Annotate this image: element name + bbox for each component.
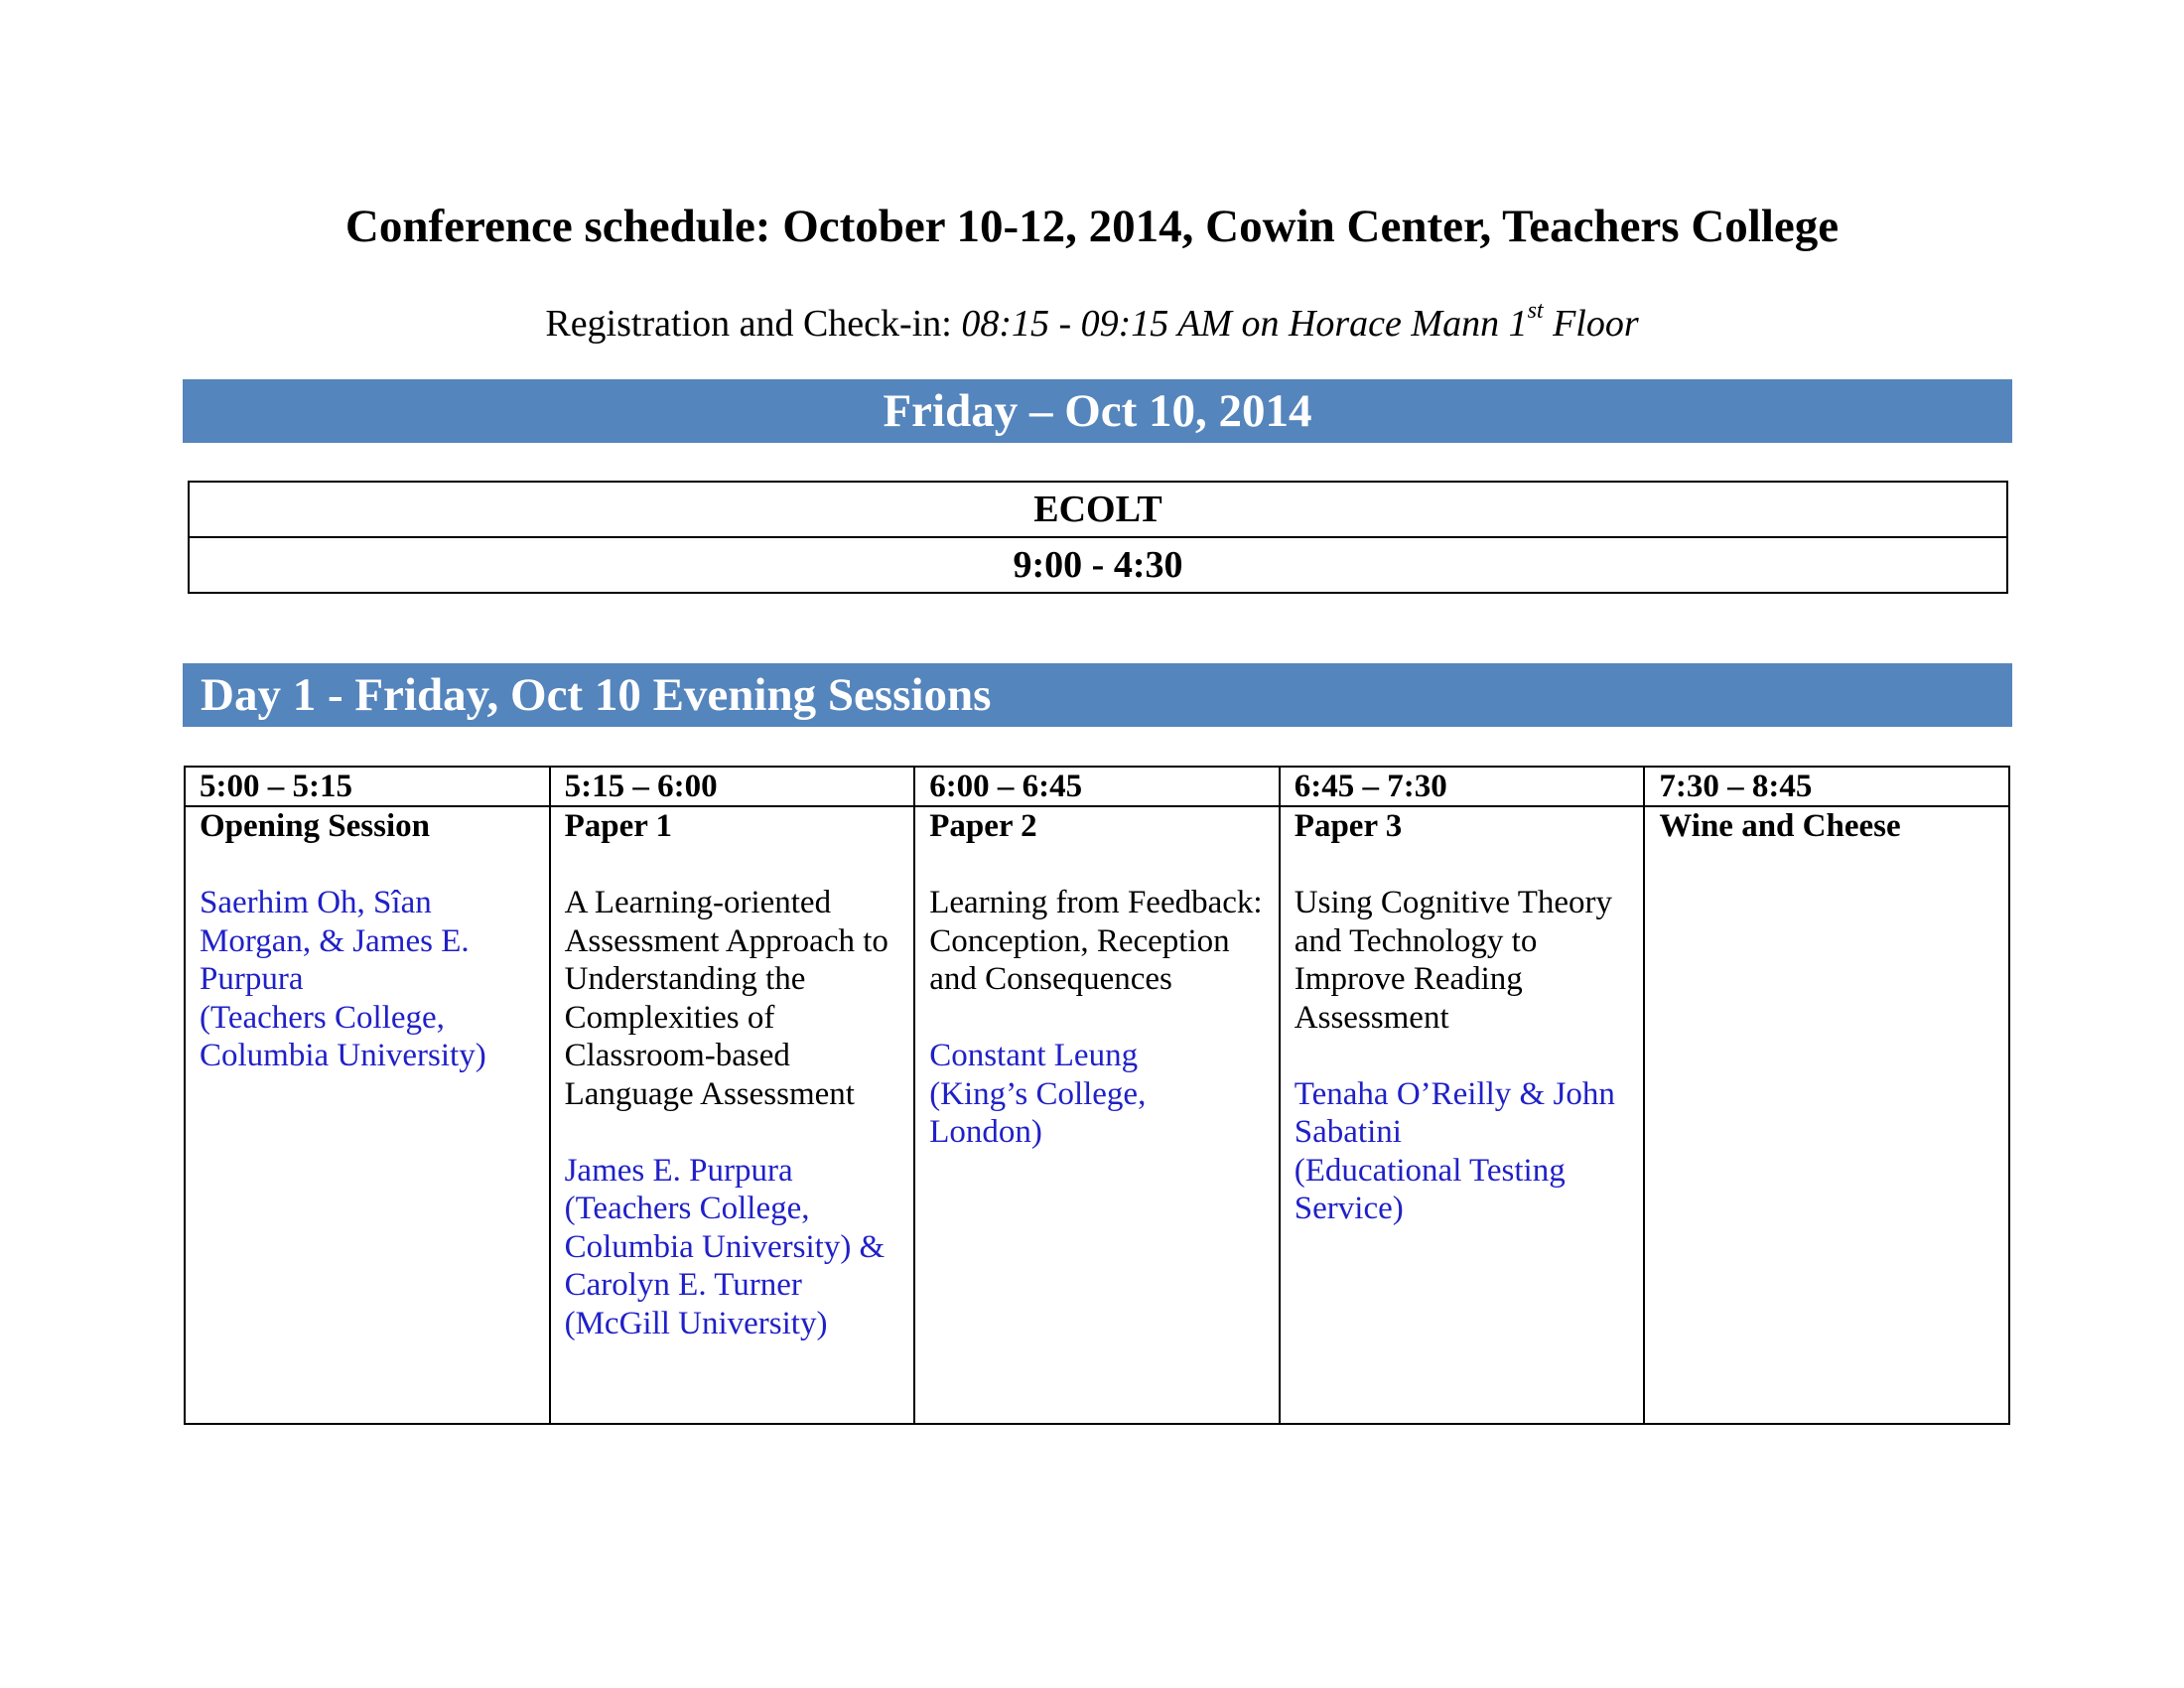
session-label: Paper 2 <box>929 808 1037 844</box>
session-label: Wine and Cheese <box>1659 808 1901 844</box>
friday-header-bar: Friday – Oct 10, 2014 <box>183 379 2012 443</box>
session-title: A Learning-oriented Assessment Approach to Understanding the Complexities of Classroom-based Language Assessment <box>564 885 888 1112</box>
session-title: Learning from Feedback: Conception, Reception and Consequences <box>929 885 1263 997</box>
session-authors: Constant Leung <box>929 1038 1139 1073</box>
session-affiliation: (Teachers College, Columbia University) <box>200 999 486 1073</box>
session-label: Paper 1 <box>564 808 673 844</box>
session-cell-paper-2 <box>914 806 1280 1424</box>
session-authors-second: Carolyn E. Turner <box>564 1267 802 1303</box>
session-details-row <box>185 806 2009 1424</box>
session-label: Paper 3 <box>1294 808 1403 844</box>
ecolt-time: 9:00 - 4:30 <box>189 537 2007 593</box>
session-cell-wine-and-cheese <box>1644 806 2009 1424</box>
session-cell-paper-3 <box>1280 806 1645 1424</box>
registration-label: Registration and Check-in: <box>545 303 962 345</box>
session-cell-paper-1 <box>550 806 915 1424</box>
evening-sessions-table <box>184 766 2010 1425</box>
session-affiliation: (Educational Testing Service) <box>1294 1152 1566 1226</box>
session-time: 5:00 – 5:15 <box>185 767 550 806</box>
registration-time-text: 08:15 - 09:15 AM on Horace Mann 1 <box>961 303 1528 345</box>
session-cell-opening <box>185 806 550 1424</box>
registration-floor-word: Floor <box>1543 303 1639 345</box>
page-title: Conference schedule: October 10-12, 2014, Cowin Center, Teachers College <box>344 201 1840 252</box>
session-affiliation-second: (McGill University) <box>564 1305 828 1341</box>
session-times-row <box>185 767 2009 806</box>
session-affiliation: (King’s College, London) <box>929 1075 1147 1150</box>
session-time: 7:30 – 8:45 <box>1644 767 2009 806</box>
session-affiliation: (Teachers College, Columbia University) & <box>564 1191 886 1265</box>
evening-sessions-header-bar: Day 1 - Friday, Oct 10 Evening Sessions <box>183 663 2012 727</box>
session-title: Using Cognitive Theory and Technology to Improve Reading Assessment <box>1294 885 1612 1036</box>
session-time: 6:00 – 6:45 <box>914 767 1280 806</box>
ecolt-name: ECOLT <box>189 482 2007 537</box>
registration-floor-suffix: st <box>1527 298 1544 324</box>
session-time: 5:15 – 6:00 <box>550 767 915 806</box>
ecolt-table <box>188 481 2008 594</box>
session-label: Opening Session <box>200 808 430 844</box>
registration-time <box>961 298 1639 345</box>
registration-line <box>0 300 2184 348</box>
session-authors: Tenaha O’Reilly & John Sabatini <box>1294 1075 1615 1150</box>
session-time: 6:45 – 7:30 <box>1280 767 1645 806</box>
session-authors: Saerhim Oh, Sîan Morgan, & James E. Purpura <box>200 885 470 997</box>
session-authors: James E. Purpura <box>564 1152 793 1189</box>
